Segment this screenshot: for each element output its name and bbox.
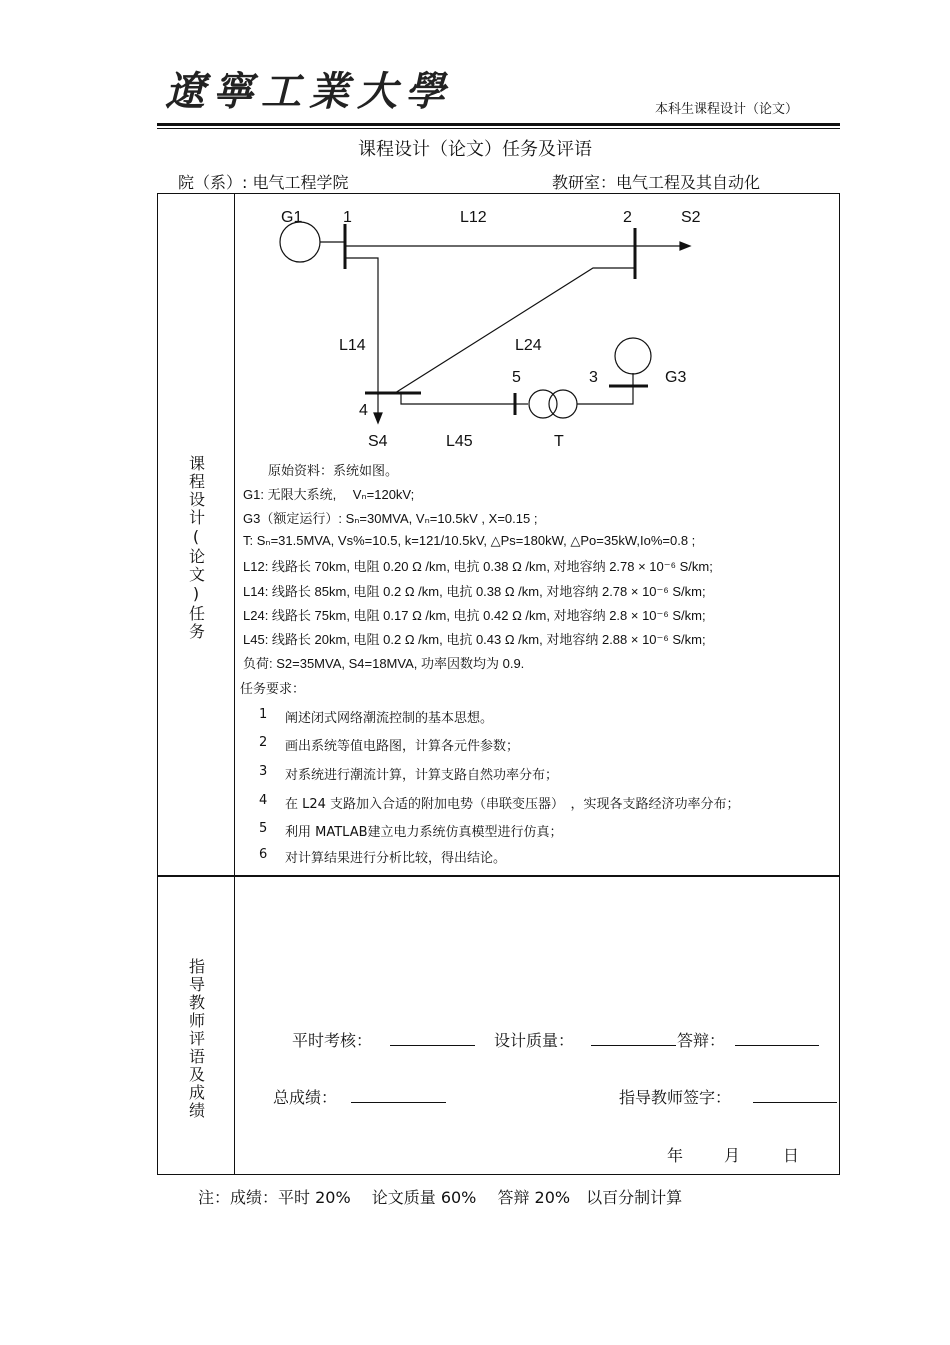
generator-g1-symbol (280, 222, 320, 262)
label-s2: S2 (681, 209, 701, 226)
label-l45: L45 (446, 433, 473, 450)
label-l12: L12 (460, 209, 487, 226)
page-title: 课程设计（论文）任务及评语 (358, 139, 592, 160)
generator-g3-symbol (615, 338, 651, 374)
label-transformer: T (554, 433, 564, 450)
transformer-winding-2 (549, 390, 577, 418)
task-side-label-cell (157, 455, 234, 641)
teaching-office: 教研室：电气工程及其自动化 (552, 173, 761, 192)
signature-field[interactable] (753, 1085, 837, 1103)
requirement-number: 2 (259, 735, 268, 750)
requirement-text: 阐述闭式网络潮流控制的基本思想。 (285, 711, 494, 726)
requirement-text: 在 L24 支路加入合适的附加电势（串联变压器） ，实现各支路经济功率分布； (285, 797, 740, 812)
date-month: 月 (724, 1146, 741, 1165)
header-rule-thick (157, 123, 840, 126)
eval-side-label-cell (157, 958, 234, 1120)
label-node-5: 5 (512, 369, 521, 386)
label-node-4: 4 (359, 402, 368, 419)
date-day: 日 (783, 1146, 800, 1165)
label-node-1: 1 (343, 209, 352, 226)
data-g1: G1: 无限大系统, Vₙ=120kV; (243, 487, 415, 502)
requirement-text: 画出系统等值电路图，计算各元件参数； (285, 739, 520, 754)
data-g3: G3（额定运行）: Sₙ=30MVA, Vₙ=10.5kV , X=0.15 ; (243, 511, 538, 526)
defense-label: 答辩： (677, 1031, 726, 1050)
requirement-text: 对系统进行潮流计算，计算支路自然功率分布； (285, 768, 559, 783)
data-l45: L45: 线路长 20km, 电阻 0.2 Ω /km, 电抗 0.43 Ω /km, 对地容纳 2.88 × 10⁻⁶ S/km; (243, 632, 706, 647)
design-quality-field[interactable] (591, 1028, 676, 1046)
data-l24: L24: 线路长 75km, 电阻 0.17 Ω /km, 电抗 0.42 Ω /km, 对地容纳 2.8 × 10⁻⁶ S/km; (243, 608, 706, 623)
design-quality-label: 设计质量： (494, 1031, 575, 1050)
data-load: 负荷: S2=35MVA, S4=18MVA, 功率因数均为 0.9. (243, 656, 525, 671)
department: 院（系）: 电气工程学院 (178, 173, 349, 192)
requirement-text: 对计算结果进行分析比较，得出结论。 (285, 851, 507, 866)
data-l14: L14: 线路长 85km, 电阻 0.2 Ω /km, 电抗 0.38 Ω /km, 对地容纳 2.78 × 10⁻⁶ S/km; (243, 584, 706, 599)
total-score-label: 总成绩： (273, 1088, 338, 1107)
s4-load-arrow (374, 413, 382, 423)
requirement-number: 4 (259, 793, 268, 808)
requirements-title: 任务要求： (240, 682, 306, 697)
requirement-text: 利用 MATLAB建立电力系统仿真模型进行仿真； (285, 825, 563, 840)
label-l24: L24 (515, 337, 542, 354)
header-doc-type: 本科生课程设计（论文） (655, 102, 799, 117)
s2-load-arrow (680, 242, 690, 250)
requirement-number: 3 (259, 764, 268, 779)
requirement-number: 5 (259, 821, 268, 836)
table-row-divider (157, 875, 840, 877)
requirement-number: 1 (259, 707, 268, 722)
label-l14: L14 (339, 337, 366, 354)
label-node-2: 2 (623, 209, 632, 226)
system-diagram (235, 195, 839, 460)
data-l12: L12: 线路长 70km, 电阻 0.20 Ω /km, 电抗 0.38 Ω /km, 对地容纳 2.78 × 10⁻⁶ S/km; (243, 559, 713, 574)
usual-score-field[interactable] (390, 1028, 475, 1046)
requirement-number: 6 (259, 847, 268, 862)
task-side-label: 课程设计(论文)任务 (186, 455, 206, 641)
signature-label: 指导教师签字： (619, 1088, 732, 1107)
label-s4: S4 (368, 433, 388, 450)
label-node-3: 3 (589, 369, 598, 386)
usual-score-label: 平时考核： (292, 1031, 373, 1050)
grading-note: 注：成绩：平时 20% 论文质量 60% 答辩 20% 以百分制计算 (198, 1188, 683, 1207)
university-logo: 遼寧工業大學 (165, 68, 453, 115)
total-score-field[interactable] (351, 1085, 446, 1103)
header-rule-thin (157, 128, 840, 129)
eval-side-label: 指导教师评语及成绩 (186, 958, 206, 1120)
label-g1: G1 (281, 209, 303, 226)
label-g3: G3 (665, 369, 687, 386)
data-intro: 原始资料：系统如图。 (268, 463, 399, 478)
data-transformer: T: Sₙ=31.5MVA, Vs%=10.5, k=121/10.5kV, △Ps=180kW, △Po=35kW,Io%=0.8 ; (243, 533, 696, 548)
defense-field[interactable] (735, 1028, 819, 1046)
date-year: 年 (667, 1146, 684, 1165)
